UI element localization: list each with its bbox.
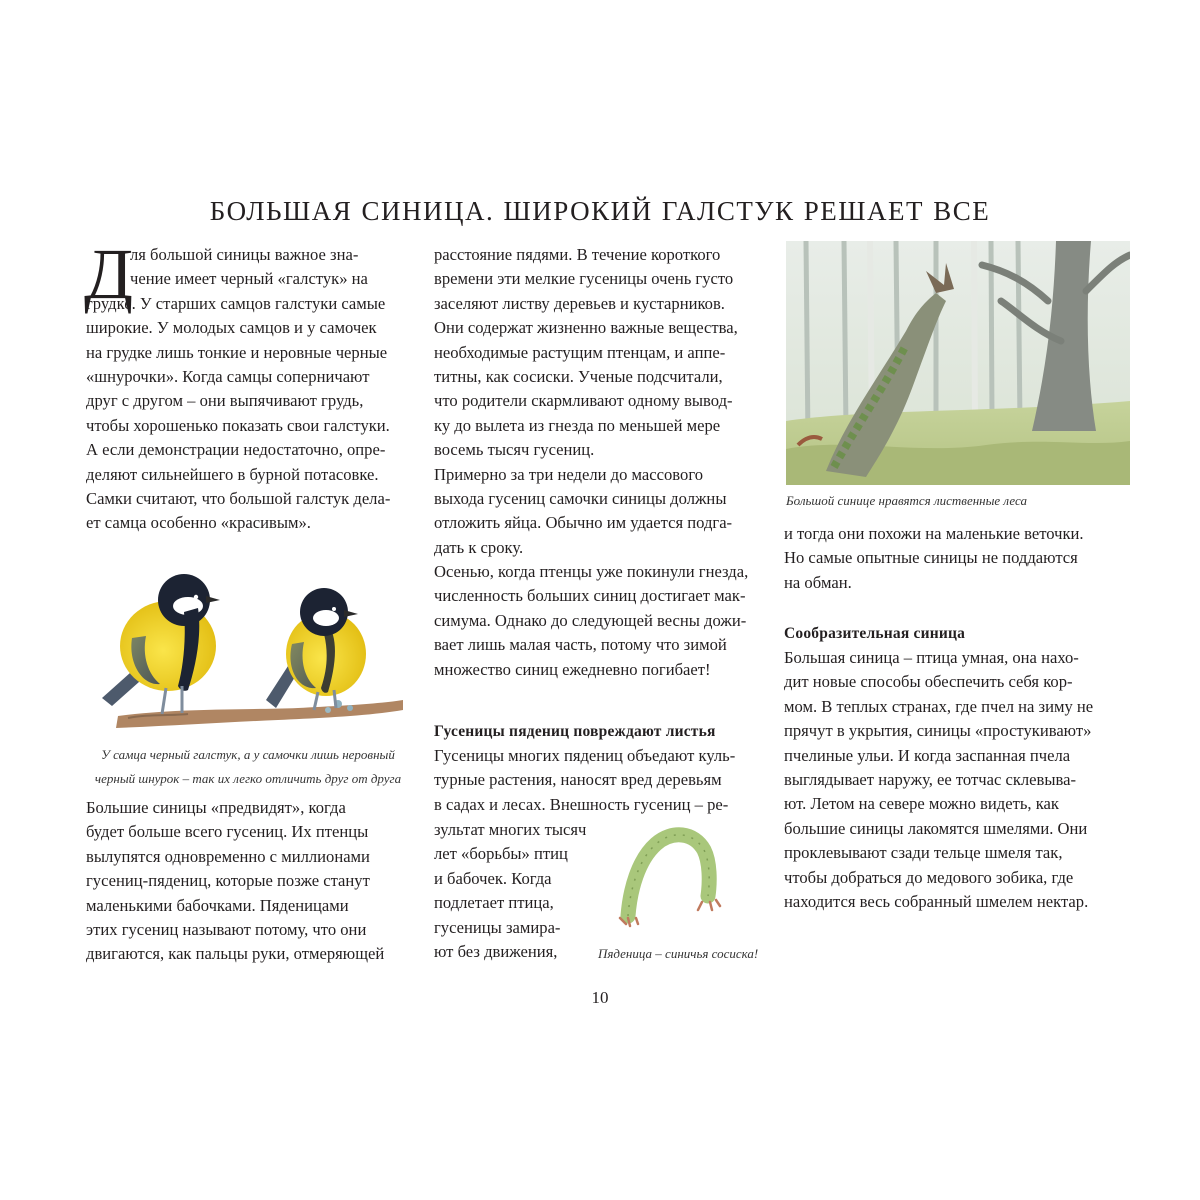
- text-line: Они содержат жизненно важные вещества,: [434, 318, 738, 338]
- caterpillar-caption: Пяденица – синичья сосиска!: [598, 946, 759, 961]
- text-line: дит новые способы обеспечить себя кор-: [784, 672, 1073, 692]
- text-line: ку до вылета из гнезда по меньшей мере: [434, 415, 721, 435]
- text-line: двигаются, как пальцы руки, отмеряющей: [86, 944, 385, 964]
- text-line: «шнурочки». Когда самцы соперничают: [86, 366, 370, 386]
- text-line: на грудке лишь тонкие и неровные черные: [86, 342, 388, 362]
- text-line: подлетает птица,: [434, 893, 554, 913]
- text-line: широкие. У молодых самцов и у самочек: [86, 318, 377, 338]
- column-1-bottom-text: [86, 796, 384, 967]
- text-line: восемь тысяч гусениц.: [434, 440, 595, 460]
- text-line: деляют сильнейшего в бурной потасовке.: [86, 464, 379, 484]
- text-line: необходимые растущим птенцам, и аппе-: [434, 342, 726, 362]
- text-line: заселяют листву деревьев и кустарников.: [434, 293, 725, 313]
- text-line: дать к сроку.: [434, 537, 524, 557]
- text-line: А если демонстрации недостаточно, опре-: [86, 440, 386, 460]
- text-line: Осенью, когда птенцы уже покинули гнезда,: [434, 562, 749, 582]
- text-line: гусеницы замира-: [434, 917, 561, 937]
- forest-illustration: [786, 241, 1130, 485]
- text-line: будет больше всего гусениц. Их птенцы: [86, 822, 369, 842]
- text-line: Самки считают, что большой галстук дела-: [86, 488, 391, 508]
- text-line: отложить яйца. Обычно им удается подга-: [434, 513, 733, 533]
- text-line: выхода гусениц самочки синицы должны: [434, 488, 727, 508]
- text-line: маленькими бабочками. Пяденицами: [86, 895, 349, 915]
- text-line: в садах и лесах. Внешность гусениц – ре-: [434, 794, 729, 814]
- branch: [116, 700, 403, 728]
- text-line: этих гусениц называют потому, что они: [86, 919, 367, 939]
- column-3-body-text: [784, 646, 1093, 914]
- text-line: что родители скармливают одному вывод-: [434, 391, 733, 411]
- column-2-middle-text: [434, 744, 735, 817]
- text-line: ля большой синицы важное зна-: [130, 245, 359, 264]
- text-line: множество синиц ежедневно погибает!: [434, 659, 711, 679]
- text-line: времени эти мелкие гусеницы очень густо: [434, 269, 734, 289]
- column-2-narrow-text: [434, 818, 586, 964]
- caption-line: У самца черный галстук, а у самочки лишь неровный: [101, 747, 395, 762]
- text-line: проклевывают сзади тельце шмеля так,: [784, 843, 1063, 863]
- text-line: вает лишь малая часть, потому что зимой: [434, 635, 727, 655]
- text-line: численность больших синиц достигает мак-: [434, 586, 746, 606]
- text-line: ют без движения,: [434, 941, 558, 961]
- text-line: друг с другом – они выпячивают грудь,: [86, 391, 364, 411]
- text-line: Примерно за три недели до массового: [434, 464, 704, 484]
- page-title: БОЛЬШАЯ СИНИЦА. ШИРОКИЙ ГАЛСТУК РЕШАЕТ ВСЕ: [209, 196, 991, 226]
- column-2-top-text: [434, 243, 748, 682]
- forest-caption: Большой синице нравятся лиственные леса: [786, 493, 1027, 508]
- text-line: мом. В теплых странах, где пчел на зиму не: [784, 696, 1094, 716]
- caterpillar-illustration: [612, 820, 724, 932]
- text-line: симума. Однако до следующей весны дожи-: [434, 610, 747, 630]
- text-line: лет «борьбы» птиц: [434, 844, 568, 864]
- text-line: ет самца особенно «красивым».: [86, 513, 311, 533]
- page-number: 10: [591, 988, 609, 1007]
- birds-caption: [70, 745, 426, 794]
- text-line: чтобы хорошенько показать свои галстуки.: [86, 415, 390, 435]
- column-1-top-text: [86, 243, 390, 536]
- text-line: на обман.: [784, 572, 852, 592]
- text-line: титны, как сосиски. Ученые подсчитали,: [434, 366, 723, 386]
- female-tit: [266, 588, 366, 710]
- text-line: выглядывает наружу, ее тотчас склевыва-: [784, 769, 1077, 789]
- text-line: и тогда они похожи на маленькие веточки.: [784, 524, 1084, 543]
- text-line: Большая синица – птица умная, она нахо-: [784, 648, 1079, 667]
- clever-tit-heading: Сообразительная синица: [784, 625, 966, 642]
- text-line: вылупятся одновременно с миллионами: [86, 846, 370, 866]
- text-line: прячут в укрытия, синицы «простукивают»: [784, 721, 1092, 741]
- male-tit: [102, 574, 220, 714]
- text-line: Гусеницы многих пядениц объедают куль-: [434, 746, 736, 765]
- text-line: находится весь собранный шмелем нектар.: [784, 891, 1089, 911]
- drop-cap: Д: [84, 234, 134, 314]
- text-line: Большие синицы «предвидят», когда: [86, 798, 346, 817]
- caption-line: черный шнурок – так их легко отличить друг от друга: [94, 771, 402, 787]
- text-line: пчелиные ульи. И когда заспанная пчела: [784, 745, 1071, 765]
- text-line: большие синицы лакомятся шмелями. Они: [784, 818, 1088, 838]
- text-line: чтобы добраться до медового зобика, где: [784, 867, 1074, 887]
- text-line: турные растения, наносят вред деревьям: [434, 770, 722, 790]
- birds-illustration: [88, 568, 408, 738]
- text-line: гусениц-пядениц, которые позже станут: [86, 871, 370, 891]
- text-line: расстояние пядями. В течение короткого: [434, 245, 721, 264]
- text-line: Но самые опытные синицы не поддаются: [784, 548, 1078, 568]
- text-line: ют. Летом на севере можно видеть, как: [784, 794, 1059, 814]
- text-line: и бабочек. Когда: [434, 868, 552, 888]
- text-line: зультат многих тысяч: [434, 820, 587, 839]
- caterpillar-heading: Гусеницы пядениц повреждают листья: [434, 723, 716, 740]
- column-3-top-text: [784, 522, 1084, 595]
- text-line: чение имеет черный «галстук» на: [130, 269, 368, 289]
- text-line: грудке. У старших самцов галстуки самые: [86, 293, 386, 313]
